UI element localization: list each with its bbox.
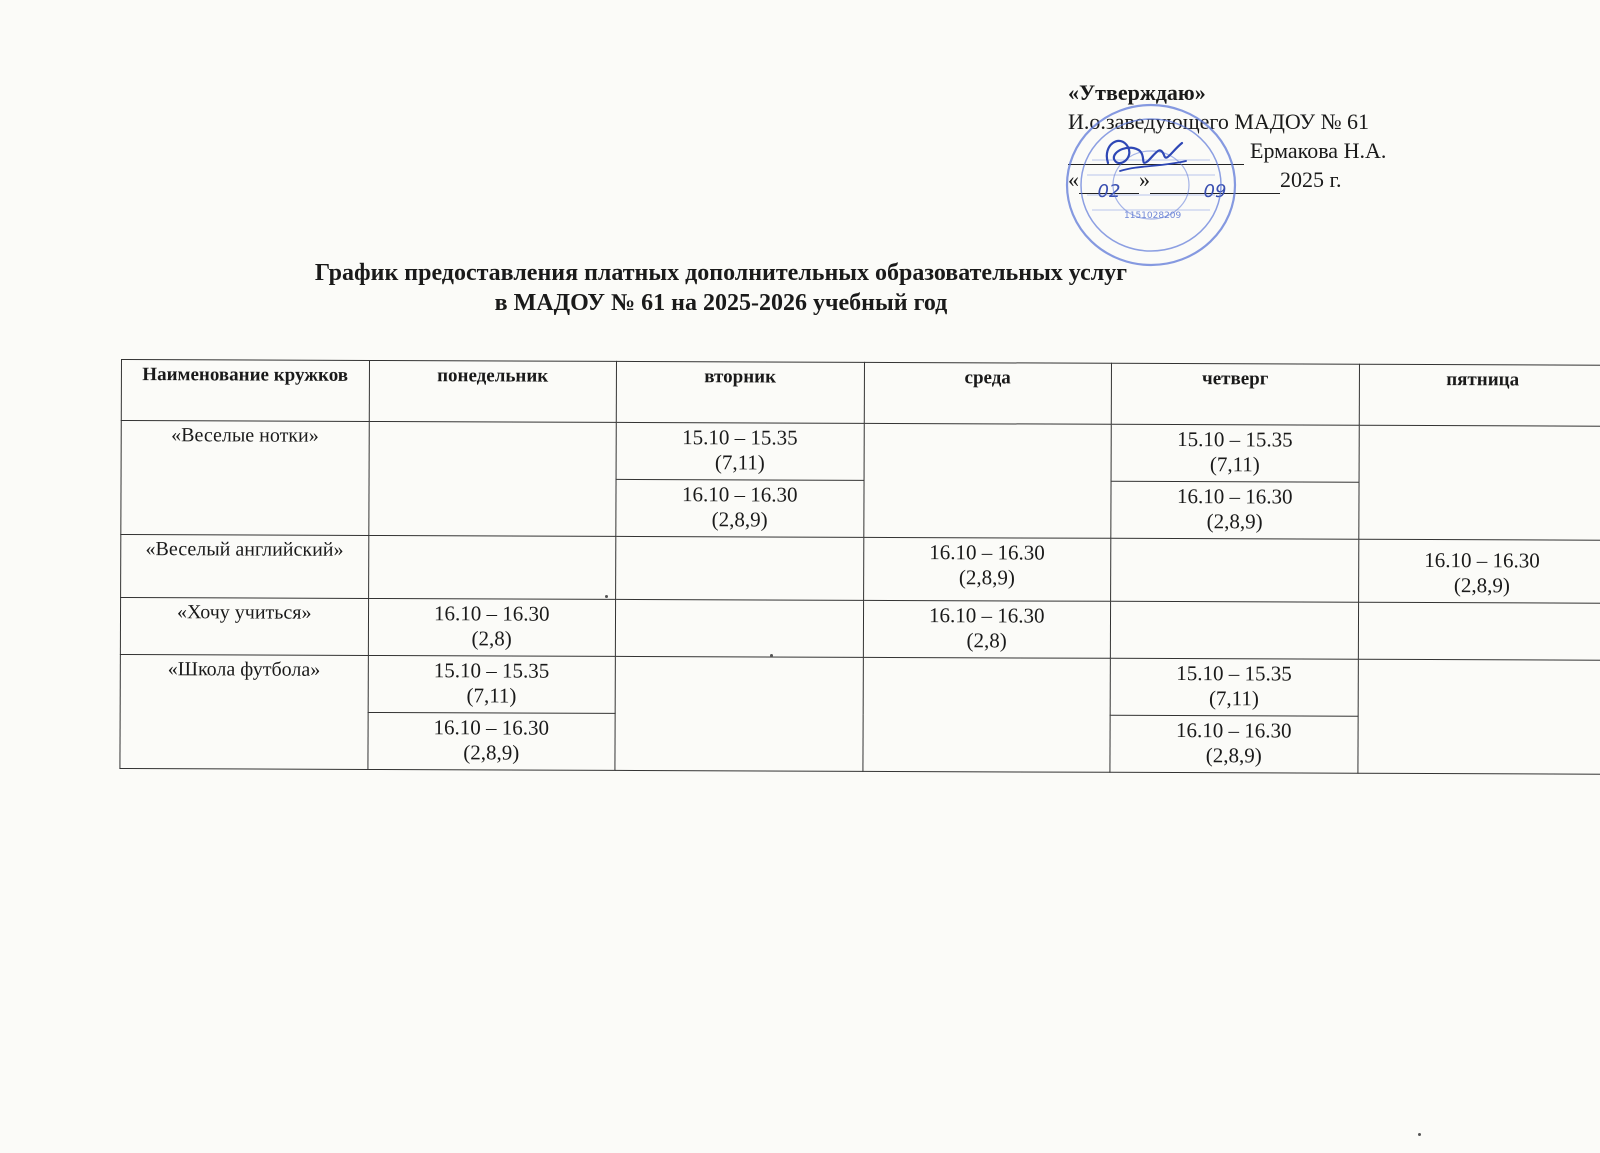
header-circle-name: Наименование кружков — [121, 360, 369, 422]
schedule-cell: 15.10 – 15.35 (7,11) — [616, 422, 864, 480]
approval-heading: «Утверждаю» — [1068, 80, 1206, 105]
empty-cell — [616, 536, 864, 600]
header-tuesday: вторник — [616, 361, 864, 423]
circle-name: «Хочу учиться» — [120, 598, 368, 656]
schedule-cell: 16.10 – 16.30 (2,8) — [863, 600, 1111, 658]
table-row — [120, 654, 1600, 717]
approval-block — [1068, 78, 1387, 202]
title-line-2: в МАДОУ № 61 на 2025-2026 учебный год — [494, 290, 948, 316]
table-header-row — [121, 360, 1600, 427]
empty-cell — [1358, 602, 1600, 660]
approval-position: И.о.заведующего МАДОУ № 61 — [1068, 109, 1370, 134]
schedule-cell: 16.10 – 16.30 (2,8,9) — [367, 712, 615, 770]
schedule-cell: 16.10 – 16.30 (2,8,9) — [1111, 481, 1359, 539]
schedule-cell: 16.10 – 16.30 (2,8) — [368, 598, 616, 656]
table-row — [120, 598, 1600, 661]
circle-name: «Веселые нотки» — [121, 421, 369, 536]
header-friday: пятница — [1359, 364, 1600, 426]
signature-underline — [1068, 146, 1244, 165]
scan-speck — [605, 595, 608, 598]
header-thursday: четверг — [1111, 363, 1359, 425]
date-month: 09 — [1203, 181, 1227, 202]
date-year: 2025 г. — [1280, 167, 1342, 192]
circle-name: «Веселый английский» — [121, 535, 369, 599]
empty-cell — [1357, 659, 1600, 774]
empty-cell — [863, 423, 1111, 538]
header-wednesday: среда — [864, 362, 1112, 424]
scan-speck — [1418, 1133, 1421, 1136]
empty-cell — [862, 657, 1110, 772]
approval-date — [1068, 165, 1386, 202]
empty-cell — [1110, 601, 1358, 659]
scan-speck — [770, 654, 773, 657]
schedule-cell: 15.10 – 15.35 (7,11) — [1110, 658, 1358, 716]
schedule-cell: 16.10 – 16.30 (2,8,9) — [863, 537, 1111, 601]
table-row — [121, 535, 1600, 604]
seal-number: 1151028209 — [1124, 211, 1182, 221]
header-monday: понедельник — [369, 360, 617, 422]
schedule-cell: 15.10 – 15.35 (7,11) — [368, 655, 616, 713]
empty-cell — [368, 535, 616, 599]
document-title — [0, 258, 1442, 318]
schedule-cell: 16.10 – 16.30 (2,8,9) — [616, 479, 864, 537]
schedule-cell: 16.10 – 16.30 (2,8,9) — [1110, 715, 1358, 773]
date-day: 02 — [1097, 181, 1121, 202]
date-quote-open: « — [1068, 167, 1079, 192]
circle-name: «Школа футбола» — [120, 654, 368, 769]
schedule-cell: 16.10 – 16.30 (2,8,9) — [1358, 539, 1600, 603]
approval-name: Ермакова Н.А. — [1250, 138, 1387, 163]
date-month-field — [1150, 175, 1280, 202]
date-quote-close: » — [1139, 167, 1150, 192]
date-day-field — [1079, 175, 1139, 202]
empty-cell — [615, 599, 863, 657]
approval-signature-line — [1068, 136, 1386, 165]
title-line-1: График предоставления платных дополнительных образовательных услуг — [314, 260, 1128, 286]
empty-cell — [1111, 538, 1359, 602]
empty-cell — [368, 421, 616, 536]
schedule-table — [119, 359, 1600, 775]
empty-cell — [615, 656, 863, 771]
empty-cell — [1358, 425, 1600, 540]
table-row — [121, 421, 1600, 484]
schedule-cell: 15.10 – 15.35 (7,11) — [1111, 424, 1359, 482]
